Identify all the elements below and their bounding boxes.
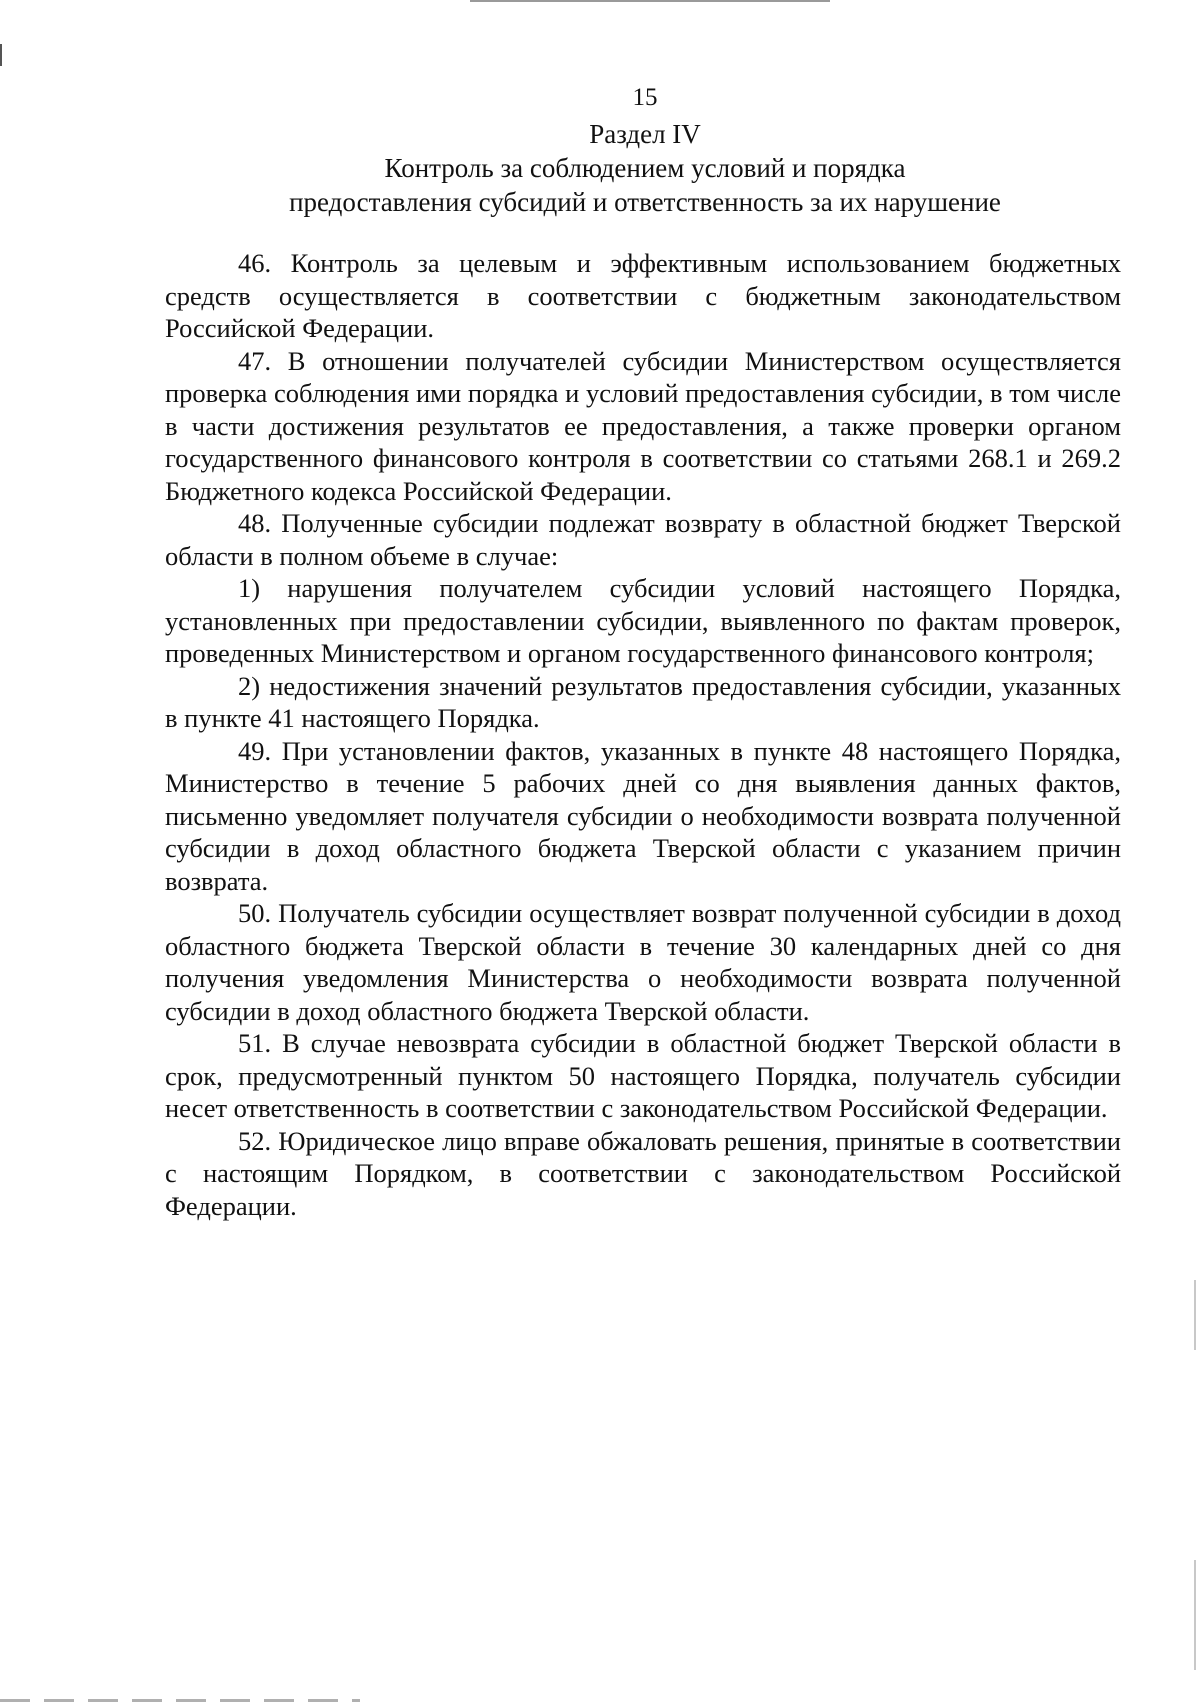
paragraph-47: 47. В отношении получателей субсидии Министерством осуществляется проверка соблюдения ими порядка и условий предоставления субсидии, в том числе в части достижения результатов ее предоставления, а также проверки органом государственного финансового контроля в соответствии со статьями 268.1 и 269.2 Бюджетного кодекса Российской Федерации. [165,345,1121,506]
paragraph-46: 46. Контроль за целевым и эффективным использованием бюджетных средств осуществляется в соответствии с бюджетным законодательством Российской Федерации. [165,248,1121,343]
document-body [165,247,1121,1222]
section-title [0,151,1200,219]
paragraph-50: 50. Получатель субсидии осуществляет возврат полученной субсидии в доход областного бюджета Тверской области в течение 30 календарных дней со дня получения уведомления Министерства о необходимости возврата полученной субсидии в доход областного бюджета Тверской области. [165,898,1121,1026]
scan-artifact-left [0,44,2,66]
paragraph-51: 51. В случае невозврата субсидии в областной бюджет Тверской области в срок, предусмотренный пунктом 50 настоящего Порядка, получатель субсидии несет ответственность в соответствии с законодательством Российской Федерации. [165,1028,1121,1123]
page-number: 15 [632,84,658,111]
scan-artifact-right [1194,1280,1196,1350]
paragraph-48: 48. Полученные субсидии подлежат возврату в областной бюджет Тверской области в полном объеме в случае: [165,508,1121,571]
paragraph-48-item-1: 1) нарушения получателем субсидии условий настоящего Порядка, установленных при предоставлении субсидии, выявленного по фактам проверок, проведенных Министерством и органом государственного финансового контроля; [165,573,1121,668]
scan-artifact-top [470,0,830,2]
section-title-line: Контроль за соблюдением условий и порядка [384,153,906,183]
paragraph-49: 49. При установлении фактов, указанных в пункте 48 настоящего Порядка, Министерство в течение 5 рабочих дней со дня выявления данных фактов, письменно уведомляет получателя субсидии о необходимости возврата полученной субсидии в доход областного бюджета Тверской области с указанием причин возврата. [165,735,1121,896]
paragraph-52: 52. Юридическое лицо вправе обжаловать решения, принятые в соответствии с настоящим Порядком, в соответствии с законодательством Российской Федерации. [165,1125,1121,1221]
scan-artifact-right-lower [1194,1560,1196,1670]
section-heading: Раздел IV [589,119,701,149]
paragraph-48-item-2: 2) недостижения значений результатов предоставления субсидии, указанных в пункте 41 настоящего Порядка. [165,670,1121,733]
section-title-line: предоставления субсидий и ответственность за их нарушение [289,187,1001,217]
